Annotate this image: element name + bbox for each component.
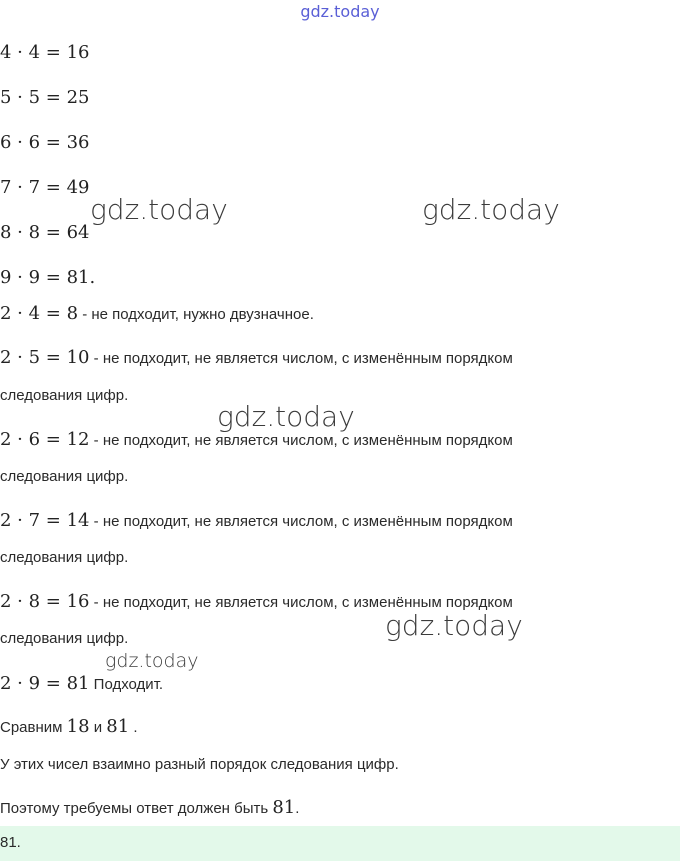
compare-post: . xyxy=(129,719,138,736)
check-row-2x7 xyxy=(0,510,513,531)
compare-mid: и xyxy=(89,719,107,736)
equation-6x6: 6 · 6 = 36 xyxy=(0,132,90,153)
equation-9x9: 9 · 9 = 81. xyxy=(0,267,96,288)
watermark: gdz.today xyxy=(105,650,199,672)
watermark: gdz.today xyxy=(90,193,228,226)
check-verdict: - не подходит, не является числом, с изменённым порядком xyxy=(89,432,513,449)
equation-5x5: 5 · 5 = 25 xyxy=(0,87,90,108)
conclusion-post: . xyxy=(295,800,300,817)
check-expression: 2 · 5 = 10 xyxy=(0,347,90,368)
check-expression: 2 · 8 = 16 xyxy=(0,591,90,612)
compare-a: 18 xyxy=(66,716,90,737)
check-expression: 2 · 6 = 12 xyxy=(0,429,90,450)
answer-bar xyxy=(0,826,680,861)
compare-b: 81 xyxy=(106,716,130,737)
check-row-2x4 xyxy=(0,303,314,324)
reason-line: У этих чисел взаимно разный порядок следования цифр. xyxy=(0,756,399,773)
conclusion-line xyxy=(0,797,299,818)
check-continuation: следования цифр. xyxy=(0,549,129,566)
equation-8x8: 8 · 8 = 64 xyxy=(0,222,90,243)
check-continuation: следования цифр. xyxy=(0,468,129,485)
check-verdict: Подходит. xyxy=(89,676,164,693)
check-expression: 2 · 4 = 8 xyxy=(0,303,79,324)
conclusion-value: 81 xyxy=(272,797,296,818)
check-expression: 2 · 7 = 14 xyxy=(0,510,90,531)
check-row-2x5 xyxy=(0,347,513,368)
answer-value: 81. xyxy=(0,834,21,851)
watermark-header: gdz.today xyxy=(300,2,380,21)
check-expression: 2 · 9 = 81 xyxy=(0,673,90,694)
compare-line xyxy=(0,716,138,737)
check-verdict: - не подходит, нужно двузначное. xyxy=(78,306,314,323)
check-verdict: - не подходит, не является числом, с изменённым порядком xyxy=(89,513,513,530)
compare-pre: Сравним xyxy=(0,719,67,736)
conclusion-pre: Поэтому требуемы ответ должен быть xyxy=(0,800,273,817)
watermark: gdz.today xyxy=(385,609,523,642)
check-row-2x9 xyxy=(0,673,163,694)
watermark: gdz.today xyxy=(422,193,560,226)
check-verdict: - не подходит, не является числом, с изменённым порядком xyxy=(89,350,513,367)
equation-7x7: 7 · 7 = 49 xyxy=(0,177,90,198)
watermark: gdz.today xyxy=(217,400,355,433)
check-continuation: следования цифр. xyxy=(0,630,129,647)
check-continuation: следования цифр. xyxy=(0,387,129,404)
equation-4x4: 4 · 4 = 16 xyxy=(0,42,90,63)
check-verdict: - не подходит, не является числом, с изменённым порядком xyxy=(89,594,513,611)
